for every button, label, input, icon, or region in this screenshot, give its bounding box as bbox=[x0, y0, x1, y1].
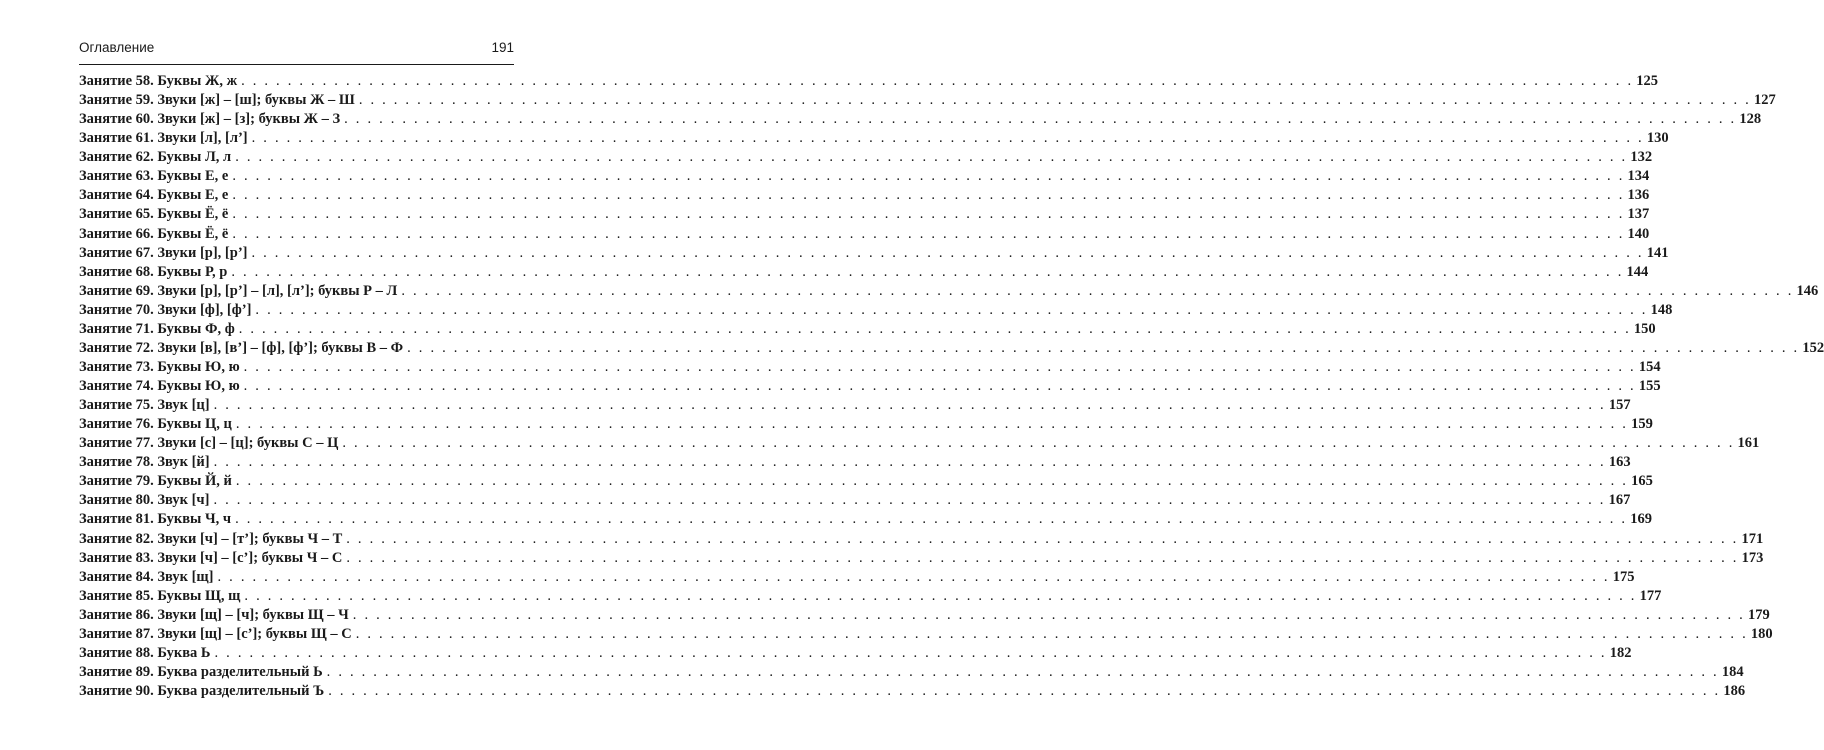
toc-entry bbox=[79, 111, 1762, 130]
toc-entry bbox=[79, 301, 1673, 321]
toc-entry-page: 141 bbox=[1646, 244, 1669, 261]
toc-entry bbox=[79, 358, 1661, 378]
toc-entry-title: Занятие 84. Звук [щ] bbox=[79, 568, 214, 585]
toc-entry-page: 161 bbox=[1737, 435, 1760, 452]
toc-entry bbox=[79, 530, 1764, 550]
running-head bbox=[79, 40, 514, 55]
toc-entry-title: Занятие 64. Буквы Е, е bbox=[79, 187, 229, 204]
dot-leader: . . . . . . . . . . . . . . . . . . . . . . . . . . . . . . . . . . . . . . . . . . . . . . . . . . . . . . . . . . . . . . . . . . . . . . . . . . . . . . . . . . . . . . . . . . . . . . . . . . . . . . . . . . . . . . . . . . . . . . . . bbox=[326, 663, 1719, 680]
toc-entry-title: Занятие 81. Буквы Ч, ч bbox=[79, 511, 232, 528]
toc-entry-page: 159 bbox=[1631, 416, 1653, 433]
section-title: Оглавление bbox=[79, 40, 155, 55]
toc-entry-title: Занятие 65. Буквы Ё, ё bbox=[79, 206, 229, 223]
toc-entry bbox=[79, 225, 1650, 245]
toc-entry-page: 157 bbox=[1608, 397, 1631, 414]
dot-leader: . . . . . . . . . . . . . . . . . . . . . . . . . . . . . . . . . . . . . . . . . . . . . . . . . . . . . . . . . . . . . . . . . . . . . . . . . . . . . . . . . . . . . . . . . . . . . . . . . . . . . . . . . . . . . . . . . . . . . . . . bbox=[251, 130, 1644, 147]
toc-entry-page: 163 bbox=[1608, 454, 1631, 471]
dot-leader: . . . . . . . . . . . . . . . . . . . . . . . . . . . . . . . . . . . . . . . . . . . . . . . . . . . . . . . . . . . . . . . . . . . . . . . . . . . . . . . . . . . . . . . . . . . . . . . . . . . . . . . . . . . . . . . . . . . . . . . . bbox=[342, 435, 1735, 452]
dot-leader: . . . . . . . . . . . . . . . . . . . . . . . . . . . . . . . . . . . . . . . . . . . . . . . . . . . . . . . . . . . . . . . . . . . . . . . . . . . . . . . . . . . . . . . . . . . . . . . . . . . . . . . . . . . . . . . . . . . . . . . . bbox=[244, 587, 1637, 604]
toc-entry bbox=[79, 587, 1662, 607]
toc-entry-title: Занятие 67. Звуки [р], [р’] bbox=[79, 244, 248, 261]
dot-leader: . . . . . . . . . . . . . . . . . . . . . . . . . . . . . . . . . . . . . . . . . . . . . . . . . . . . . . . . . . . . . . . . . . . . . . . . . . . . . . . . . . . . . . . . . . . . . . . . . . . . . . . . . . . . . . . . . . . . . . . . bbox=[352, 606, 1745, 623]
dot-leader: . . . . . . . . . . . . . . . . . . . . . . . . . . . . . . . . . . . . . . . . . . . . . . . . . . . . . . . . . . . . . . . . . . . . . . . . . . . . . . . . . . . . . . . . . . . . . . . . . . . . . . . . . . . . . . . . . . . . . . . . bbox=[235, 416, 1629, 433]
toc-entry bbox=[79, 492, 1631, 511]
toc-entry-page: 175 bbox=[1612, 568, 1635, 585]
toc-entry-page: 169 bbox=[1630, 511, 1653, 528]
toc-entry bbox=[79, 644, 1632, 664]
toc-entry-title: Занятие 73. Буквы Ю, ю bbox=[79, 358, 240, 375]
toc-entry-page: 154 bbox=[1638, 358, 1661, 375]
toc-entry bbox=[79, 92, 1776, 111]
toc-entry-title: Занятие 66. Буквы Ё, ё bbox=[79, 225, 229, 242]
toc-entry bbox=[79, 130, 1669, 149]
toc-entry-page: 146 bbox=[1796, 282, 1819, 299]
toc-entry bbox=[79, 568, 1635, 588]
dot-leader: . . . . . . . . . . . . . . . . . . . . . . . . . . . . . . . . . . . . . . . . . . . . . . . . . . . . . . . . . . . . . . . . . . . . . . . . . . . . . . . . . . . . . . . . . . . . . . . . . . . . . . . . . . . . . . . . . . . . . . . . bbox=[213, 397, 1606, 414]
dot-leader: . . . . . . . . . . . . . . . . . . . . . . . . . . . . . . . . . . . . . . . . . . . . . . . . . . . . . . . . . . . . . . . . . . . . . . . . . . . . . . . . . . . . . . . . . . . . . . . . . . . . . . . . . . . . . . . . . . . . . . . . bbox=[214, 644, 1607, 661]
toc-entry bbox=[79, 339, 1824, 359]
dot-leader: . . . . . . . . . . . . . . . . . . . . . . . . . . . . . . . . . . . . . . . . . . . . . . . . . . . . . . . . . . . . . . . . . . . . . . . . . . . . . . . . . . . . . . . . . . . . . . . . . . . . . . . . . . . . . . . . . . . . . . . . bbox=[243, 378, 1636, 394]
toc-entry-page: 165 bbox=[1631, 473, 1653, 490]
dot-leader: . . . . . . . . . . . . . . . . . . . . . . . . . . . . . . . . . . . . . . . . . . . . . . . . . . . . . . . . . . . . . . . . . . . . . . . . . . . . . . . . . . . . . . . . . . . . . . . . . . . . . . . . . . . . . . . . . . . . . . . . bbox=[355, 625, 1748, 642]
toc-entry-page: 155 bbox=[1638, 378, 1661, 394]
toc-entry-page: 152 bbox=[1802, 339, 1824, 356]
toc-entry-title: Занятие 69. Звуки [р], [р’] – [л], [л’]; буквы Р – Л bbox=[79, 282, 398, 299]
dot-leader: . . . . . . . . . . . . . . . . . . . . . . . . . . . . . . . . . . . . . . . . . . . . . . . . . . . . . . . . . . . . . . . . . . . . . . . . . . . . . . . . . . . . . . . . . . . . . . . . . . . . . . . . . . . . . . . . . . . . . . . . bbox=[346, 530, 1739, 547]
toc-entry-title: Занятие 76. Буквы Ц, ц bbox=[79, 416, 232, 433]
toc-entry-page: 171 bbox=[1741, 530, 1764, 547]
toc-entry-title: Занятие 90. Буква разделительный Ъ bbox=[79, 683, 325, 699]
toc-entry bbox=[79, 187, 1650, 206]
table-of-contents bbox=[79, 73, 1824, 702]
toc-entry-title: Занятие 74. Буквы Ю, ю bbox=[79, 378, 240, 394]
toc-entry-title: Занятие 62. Буквы Л, л bbox=[79, 149, 232, 166]
toc-entry-page: 136 bbox=[1627, 187, 1650, 204]
toc-entry bbox=[79, 435, 1760, 454]
toc-entry bbox=[79, 149, 1653, 168]
toc-entry-page: 184 bbox=[1721, 663, 1744, 680]
dot-leader: . . . . . . . . . . . . . . . . . . . . . . . . . . . . . . . . . . . . . . . . . . . . . . . . . . . . . . . . . . . . . . . . . . . . . . . . . . . . . . . . . . . . . . . . . . . . . . . . . . . . . . . . . . . . . . . . . . . . . . . . bbox=[232, 187, 1625, 204]
toc-entry bbox=[79, 606, 1770, 626]
toc-entry-title: Занятие 82. Звуки [ч] – [т’]; буквы Ч – Т bbox=[79, 530, 343, 547]
toc-entry-title: Занятие 61. Звуки [л], [л’] bbox=[79, 130, 248, 147]
toc-entry-page: 173 bbox=[1741, 549, 1764, 566]
toc-entry bbox=[79, 549, 1764, 569]
toc-entry bbox=[79, 511, 1653, 530]
dot-leader: . . . . . . . . . . . . . . . . . . . . . . . . . . . . . . . . . . . . . . . . . . . . . . . . . . . . . . . . . . . . . . . . . . . . . . . . . . . . . . . . . . . . . . . . . . . . . . . . . . . . . . . . . . . . . . . . . . . . . . . . bbox=[232, 168, 1625, 185]
toc-entry-title: Занятие 83. Звуки [ч] – [с’]; буквы Ч – С bbox=[79, 549, 343, 566]
toc-entry-title: Занятие 88. Буква Ь bbox=[79, 644, 211, 661]
toc-entry-page: 167 bbox=[1608, 492, 1631, 509]
toc-entry-title: Занятие 85. Буквы Щ, щ bbox=[79, 587, 241, 604]
toc-entry-title: Занятие 86. Звуки [щ] – [ч]; буквы Щ – Ч bbox=[79, 606, 349, 623]
toc-entry bbox=[79, 473, 1653, 492]
toc-entry-page: 128 bbox=[1739, 111, 1762, 128]
dot-leader: . . . . . . . . . . . . . . . . . . . . . . . . . . . . . . . . . . . . . . . . . . . . . . . . . . . . . . . . . . . . . . . . . . . . . . . . . . . . . . . . . . . . . . . . . . . . . . . . . . . . . . . . . . . . . . . . . . . . . . . . bbox=[232, 206, 1625, 223]
toc-entry-page: 186 bbox=[1723, 683, 1746, 699]
toc-entry-page: 137 bbox=[1627, 206, 1650, 223]
dot-leader: . . . . . . . . . . . . . . . . . . . . . . . . . . . . . . . . . . . . . . . . . . . . . . . . . . . . . . . . . . . . . . . . . . . . . . . . . . . . . . . . . . . . . . . . . . . . . . . . . . . . . . . . . . . . . . . . . . . . . . . . bbox=[407, 339, 1800, 356]
dot-leader: . . . . . . . . . . . . . . . . . . . . . . . . . . . . . . . . . . . . . . . . . . . . . . . . . . . . . . . . . . . . . . . . . . . . . . . . . . . . . . . . . . . . . . . . . . . . . . . . . . . . . . . . . . . . . . . . . . . . . . . . bbox=[213, 492, 1606, 509]
dot-leader: . . . . . . . . . . . . . . . . . . . . . . . . . . . . . . . . . . . . . . . . . . . . . . . . . . . . . . . . . . . . . . . . . . . . . . . . . . . . . . . . . . . . . . . . . . . . . . . . . . . . . . . . . . . . . . . . . . . . . . . . bbox=[241, 73, 1634, 89]
dot-leader: . . . . . . . . . . . . . . . . . . . . . . . . . . . . . . . . . . . . . . . . . . . . . . . . . . . . . . . . . . . . . . . . . . . . . . . . . . . . . . . . . . . . . . . . . . . . . . . . . . . . . . . . . . . . . . . . . . . . . . . . bbox=[401, 282, 1794, 299]
toc-entry-page: 179 bbox=[1747, 606, 1770, 623]
toc-entry-title: Занятие 71. Буквы Ф, ф bbox=[79, 320, 235, 337]
toc-entry bbox=[79, 663, 1744, 683]
toc-entry-page: 132 bbox=[1630, 149, 1653, 166]
toc-entry-page: 180 bbox=[1750, 625, 1773, 642]
dot-leader: . . . . . . . . . . . . . . . . . . . . . . . . . . . . . . . . . . . . . . . . . . . . . . . . . . . . . . . . . . . . . . . . . . . . . . . . . . . . . . . . . . . . . . . . . . . . . . . . . . . . . . . . . . . . . . . . . . . . . . . . bbox=[251, 244, 1644, 261]
toc-entry-title: Занятие 78. Звук [й] bbox=[79, 454, 210, 471]
toc-entry-page: 182 bbox=[1609, 644, 1632, 661]
toc-entry-title: Занятие 70. Звуки [ф], [ф’] bbox=[79, 301, 252, 318]
dot-leader: . . . . . . . . . . . . . . . . . . . . . . . . . . . . . . . . . . . . . . . . . . . . . . . . . . . . . . . . . . . . . . . . . . . . . . . . . . . . . . . . . . . . . . . . . . . . . . . . . . . . . . . . . . . . . . . . . . . . . . . . bbox=[238, 320, 1631, 337]
dot-leader: . . . . . . . . . . . . . . . . . . . . . . . . . . . . . . . . . . . . . . . . . . . . . . . . . . . . . . . . . . . . . . . . . . . . . . . . . . . . . . . . . . . . . . . . . . . . . . . . . . . . . . . . . . . . . . . . . . . . . . . . bbox=[231, 263, 1624, 280]
dot-leader: . . . . . . . . . . . . . . . . . . . . . . . . . . . . . . . . . . . . . . . . . . . . . . . . . . . . . . . . . . . . . . . . . . . . . . . . . . . . . . . . . . . . . . . . . . . . . . . . . . . . . . . . . . . . . . . . . . . . . . . . bbox=[346, 549, 1739, 566]
dot-leader: . . . . . . . . . . . . . . . . . . . . . . . . . . . . . . . . . . . . . . . . . . . . . . . . . . . . . . . . . . . . . . . . . . . . . . . . . . . . . . . . . . . . . . . . . . . . . . . . . . . . . . . . . . . . . . . . . . . . . . . . bbox=[328, 683, 1721, 699]
toc-entry-title: Занятие 80. Звук [ч] bbox=[79, 492, 210, 509]
dot-leader: . . . . . . . . . . . . . . . . . . . . . . . . . . . . . . . . . . . . . . . . . . . . . . . . . . . . . . . . . . . . . . . . . . . . . . . . . . . . . . . . . . . . . . . . . . . . . . . . . . . . . . . . . . . . . . . . . . . . . . . . bbox=[358, 92, 1752, 109]
toc-entry-page: 148 bbox=[1650, 301, 1673, 318]
toc-entry bbox=[79, 625, 1773, 645]
toc-entry bbox=[79, 244, 1669, 264]
page-number: 191 bbox=[491, 40, 514, 55]
toc-entry-title: Занятие 60. Звуки [ж] – [з]; буквы Ж – З bbox=[79, 111, 341, 128]
toc-entry-page: 177 bbox=[1639, 587, 1662, 604]
dot-leader: . . . . . . . . . . . . . . . . . . . . . . . . . . . . . . . . . . . . . . . . . . . . . . . . . . . . . . . . . . . . . . . . . . . . . . . . . . . . . . . . . . . . . . . . . . . . . . . . . . . . . . . . . . . . . . . . . . . . . . . . bbox=[235, 149, 1628, 166]
dot-leader: . . . . . . . . . . . . . . . . . . . . . . . . . . . . . . . . . . . . . . . . . . . . . . . . . . . . . . . . . . . . . . . . . . . . . . . . . . . . . . . . . . . . . . . . . . . . . . . . . . . . . . . . . . . . . . . . . . . . . . . . bbox=[217, 568, 1610, 585]
toc-entry-page: 125 bbox=[1636, 73, 1659, 89]
toc-entry-title: Занятие 89. Буква разделительный Ь bbox=[79, 663, 323, 680]
toc-entry bbox=[79, 282, 1819, 302]
toc-entry bbox=[79, 454, 1631, 473]
header-rule bbox=[79, 64, 514, 65]
toc-entry bbox=[79, 168, 1650, 187]
dot-leader: . . . . . . . . . . . . . . . . . . . . . . . . . . . . . . . . . . . . . . . . . . . . . . . . . . . . . . . . . . . . . . . . . . . . . . . . . . . . . . . . . . . . . . . . . . . . . . . . . . . . . . . . . . . . . . . . . . . . . . . . bbox=[344, 111, 1737, 128]
toc-entry-page: 150 bbox=[1633, 320, 1656, 337]
toc-entry bbox=[79, 378, 1661, 397]
toc-entry-title: Занятие 59. Звуки [ж] – [ш]; буквы Ж – Ш bbox=[79, 92, 355, 109]
dot-leader: . . . . . . . . . . . . . . . . . . . . . . . . . . . . . . . . . . . . . . . . . . . . . . . . . . . . . . . . . . . . . . . . . . . . . . . . . . . . . . . . . . . . . . . . . . . . . . . . . . . . . . . . . . . . . . . . . . . . . . . . bbox=[255, 301, 1648, 318]
toc-entry bbox=[79, 206, 1650, 225]
toc-entry-title: Занятие 75. Звук [ц] bbox=[79, 397, 210, 414]
toc-entry-title: Занятие 68. Буквы Р, р bbox=[79, 263, 228, 280]
toc-entry bbox=[79, 416, 1653, 435]
toc-entry bbox=[79, 73, 1659, 92]
toc-entry-page: 144 bbox=[1626, 263, 1649, 280]
dot-leader: . . . . . . . . . . . . . . . . . . . . . . . . . . . . . . . . . . . . . . . . . . . . . . . . . . . . . . . . . . . . . . . . . . . . . . . . . . . . . . . . . . . . . . . . . . . . . . . . . . . . . . . . . . . . . . . . . . . . . . . . bbox=[232, 225, 1625, 242]
toc-entry-title: Занятие 79. Буквы Й, й bbox=[79, 473, 232, 490]
toc-entry bbox=[79, 263, 1649, 283]
toc-entry-page: 130 bbox=[1646, 130, 1669, 147]
toc-entry-title: Занятие 58. Буквы Ж, ж bbox=[79, 73, 238, 89]
toc-entry bbox=[79, 397, 1631, 416]
toc-entry-page: 127 bbox=[1754, 92, 1776, 109]
dot-leader: . . . . . . . . . . . . . . . . . . . . . . . . . . . . . . . . . . . . . . . . . . . . . . . . . . . . . . . . . . . . . . . . . . . . . . . . . . . . . . . . . . . . . . . . . . . . . . . . . . . . . . . . . . . . . . . . . . . . . . . . bbox=[213, 454, 1606, 471]
toc-entry-page: 140 bbox=[1627, 225, 1650, 242]
dot-leader: . . . . . . . . . . . . . . . . . . . . . . . . . . . . . . . . . . . . . . . . . . . . . . . . . . . . . . . . . . . . . . . . . . . . . . . . . . . . . . . . . . . . . . . . . . . . . . . . . . . . . . . . . . . . . . . . . . . . . . . . bbox=[235, 473, 1629, 490]
toc-entry-title: Занятие 87. Звуки [щ] – [с’]; буквы Щ – С bbox=[79, 625, 352, 642]
dot-leader: . . . . . . . . . . . . . . . . . . . . . . . . . . . . . . . . . . . . . . . . . . . . . . . . . . . . . . . . . . . . . . . . . . . . . . . . . . . . . . . . . . . . . . . . . . . . . . . . . . . . . . . . . . . . . . . . . . . . . . . . bbox=[235, 511, 1628, 528]
toc-entry bbox=[79, 320, 1656, 340]
toc-entry-title: Занятие 72. Звуки [в], [в’] – [ф], [ф’]; буквы В – Ф bbox=[79, 339, 404, 356]
toc-entry-title: Занятие 77. Звуки [с] – [ц]; буквы С – Ц bbox=[79, 435, 339, 452]
toc-entry-page: 134 bbox=[1627, 168, 1650, 185]
dot-leader: . . . . . . . . . . . . . . . . . . . . . . . . . . . . . . . . . . . . . . . . . . . . . . . . . . . . . . . . . . . . . . . . . . . . . . . . . . . . . . . . . . . . . . . . . . . . . . . . . . . . . . . . . . . . . . . . . . . . . . . . bbox=[243, 358, 1636, 375]
toc-entry bbox=[79, 683, 1746, 702]
toc-entry-title: Занятие 63. Буквы Е, е bbox=[79, 168, 229, 185]
